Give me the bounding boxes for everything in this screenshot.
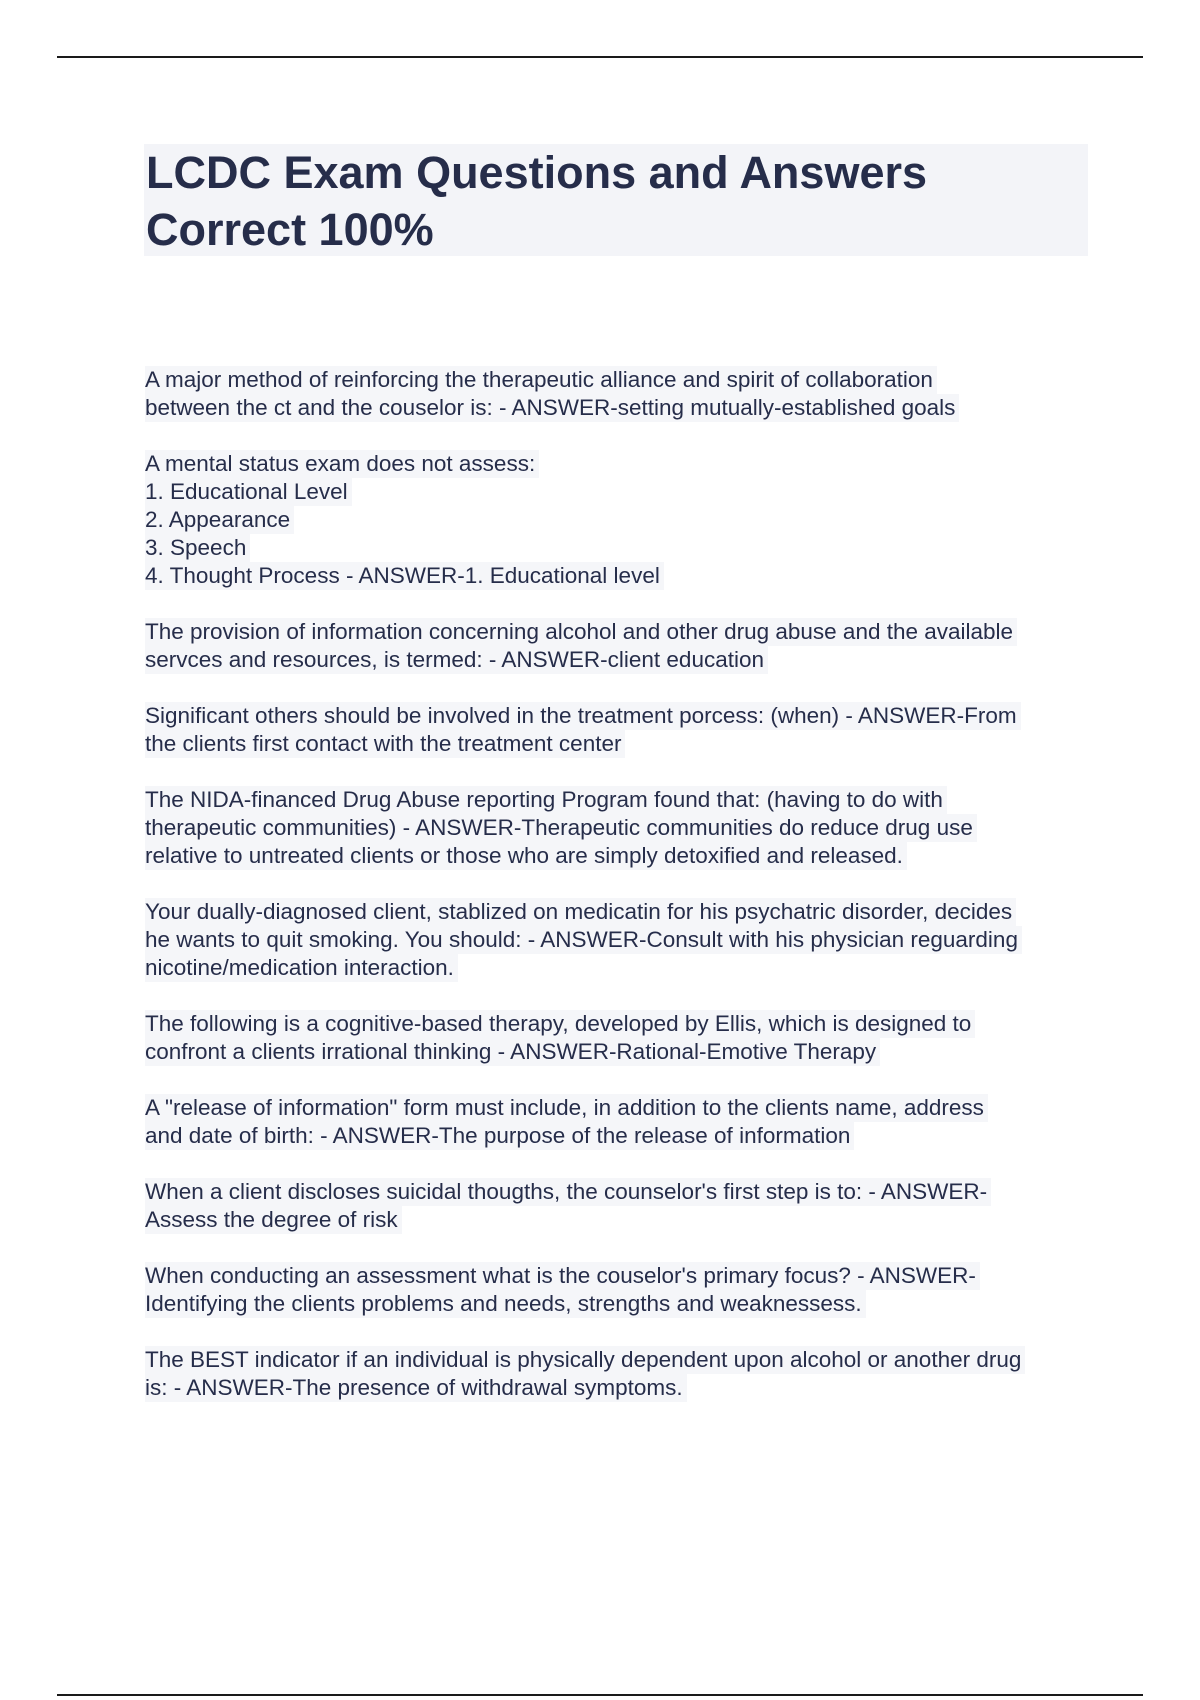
qa-line: servces and resources, is termed: - ANSWER-client education	[145, 646, 768, 674]
qa-line: 4. Thought Process - ANSWER-1. Educational level	[145, 562, 664, 590]
qa-line: Your dually-diagnosed client, stablized on medicatin for his psychatric disorder, decides	[145, 898, 1016, 926]
qa-line: The provision of information concerning alcohol and other drug abuse and the available	[145, 618, 1017, 646]
qa-line: nicotine/medication interaction.	[145, 954, 458, 982]
qa-line: and date of birth: - ANSWER-The purpose of the release of information	[145, 1122, 854, 1150]
qa-line: Identifying the clients problems and needs, strengths and weaknessess.	[145, 1290, 866, 1318]
top-rule	[57, 56, 1143, 58]
qa-line: A major method of reinforcing the therapeutic alliance and spirit of collaboration	[145, 366, 937, 394]
qa-line: the clients first contact with the treatment center	[145, 730, 625, 758]
qa-line: Assess the degree of risk	[145, 1206, 402, 1234]
qa-line: When a client discloses suicidal thougths, the counselor's first step is to: - ANSWER-	[145, 1178, 991, 1206]
qa-line: The BEST indicator if an individual is physically dependent upon alcohol or another drug	[145, 1346, 1025, 1374]
page-title	[146, 144, 1088, 258]
qa-line: The following is a cognitive-based therapy, developed by Ellis, which is designed to	[145, 1010, 975, 1038]
title-block	[144, 144, 1088, 256]
qa-item	[145, 898, 1095, 982]
qa-line: 1. Educational Level	[145, 478, 352, 506]
qa-line: relative to untreated clients or those who are simply detoxified and released.	[145, 842, 907, 870]
qa-item	[145, 702, 1095, 758]
qa-line: The NIDA-financed Drug Abuse reporting Program found that: (having to do with	[145, 786, 947, 814]
qa-item	[145, 450, 1095, 590]
qa-line: A "release of information" form must include, in addition to the clients name, address	[145, 1094, 988, 1122]
page-title-line-2: Correct 100%	[146, 204, 434, 255]
qa-item	[145, 618, 1095, 674]
qa-line: Significant others should be involved in the treatment porcess: (when) - ANSWER-From	[145, 702, 1021, 730]
qa-line: he wants to quit smoking. You should: - ANSWER-Consult with his physician reguarding	[145, 926, 1022, 954]
qa-item	[145, 366, 1095, 422]
qa-line: between the ct and the couselor is: - ANSWER-setting mutually-established goals	[145, 394, 959, 422]
qa-item	[145, 1262, 1095, 1318]
qa-list	[145, 366, 1095, 1430]
qa-item	[145, 786, 1095, 870]
qa-line: is: - ANSWER-The presence of withdrawal symptoms.	[145, 1374, 687, 1402]
bottom-rule	[57, 1694, 1143, 1696]
qa-line: 2. Appearance	[145, 506, 294, 534]
qa-line: confront a clients irrational thinking - ANSWER-Rational-Emotive Therapy	[145, 1038, 880, 1066]
page-title-line-1: LCDC Exam Questions and Answers	[146, 147, 928, 198]
qa-item	[145, 1346, 1095, 1402]
qa-line: When conducting an assessment what is the couselor's primary focus? - ANSWER-	[145, 1262, 980, 1290]
qa-item	[145, 1178, 1095, 1234]
qa-item	[145, 1094, 1095, 1150]
qa-item	[145, 1010, 1095, 1066]
qa-line: 3. Speech	[145, 534, 250, 562]
qa-line: A mental status exam does not assess:	[145, 450, 539, 478]
qa-line: therapeutic communities) - ANSWER-Therapeutic communities do reduce drug use	[145, 814, 977, 842]
